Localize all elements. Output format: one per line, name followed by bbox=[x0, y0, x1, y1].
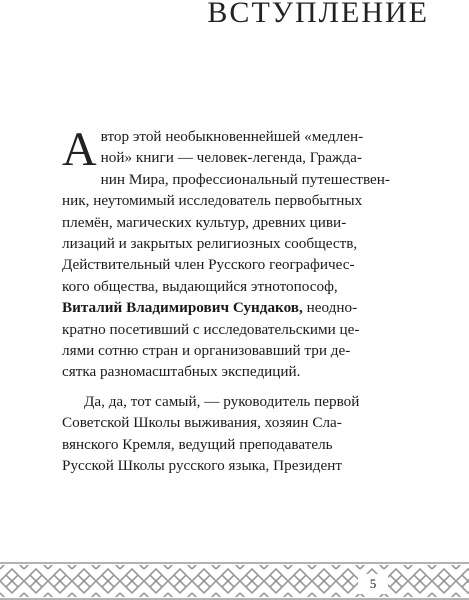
p2-line-1: Да, да, тот самый, — руководитель первой bbox=[84, 392, 360, 410]
page-title: ВСТУПЛЕНИЕ bbox=[207, 0, 429, 29]
author-name: Виталий Владимирович Сундаков, bbox=[62, 299, 303, 317]
p2-line-4: Русской Школы русского языка, Президент bbox=[62, 457, 342, 475]
p2-line-3: вянского Кремля, ведущий преподаватель bbox=[62, 435, 333, 453]
p1-after-bold: неодно- bbox=[302, 299, 358, 317]
p1-line-6: лизаций и закрытых религиозных сообществ, bbox=[62, 235, 358, 253]
page-number: 5 bbox=[358, 574, 388, 594]
p1-line-7: Действительный член Русского географичес- bbox=[62, 256, 355, 274]
p1-line-3: нин Мира, профессиональный путешествен- bbox=[100, 170, 390, 188]
p1-line-10: кратно посетивший с исследовательскими це- bbox=[62, 320, 360, 338]
paragraph-1 bbox=[62, 123, 400, 383]
p1-line-12: сятка разномасштабных экспедиций. bbox=[62, 363, 301, 381]
ornament-border bbox=[0, 562, 469, 600]
p1-line-5: племён, магических культур, древних циви- bbox=[62, 213, 347, 231]
p2-line-2: Советской Школы выживания, хозяин Сла- bbox=[62, 414, 342, 432]
p1-line-11: лями сотню стран и организовавший три де- bbox=[62, 342, 351, 360]
p1-line-2: ной» книги — человек-легенда, Гражда- bbox=[100, 149, 362, 167]
p1-line-1: втор этой необыкновеннейшей «медлен- bbox=[100, 128, 364, 145]
p1-line-8: кого общества, выдающийся этнотопософ, bbox=[62, 277, 338, 295]
p1-line-4: ник, неутомимый исследователь первобытных bbox=[62, 192, 363, 210]
drop-cap: А bbox=[62, 123, 97, 176]
paragraph-2 bbox=[62, 391, 400, 477]
main-text bbox=[62, 123, 400, 477]
